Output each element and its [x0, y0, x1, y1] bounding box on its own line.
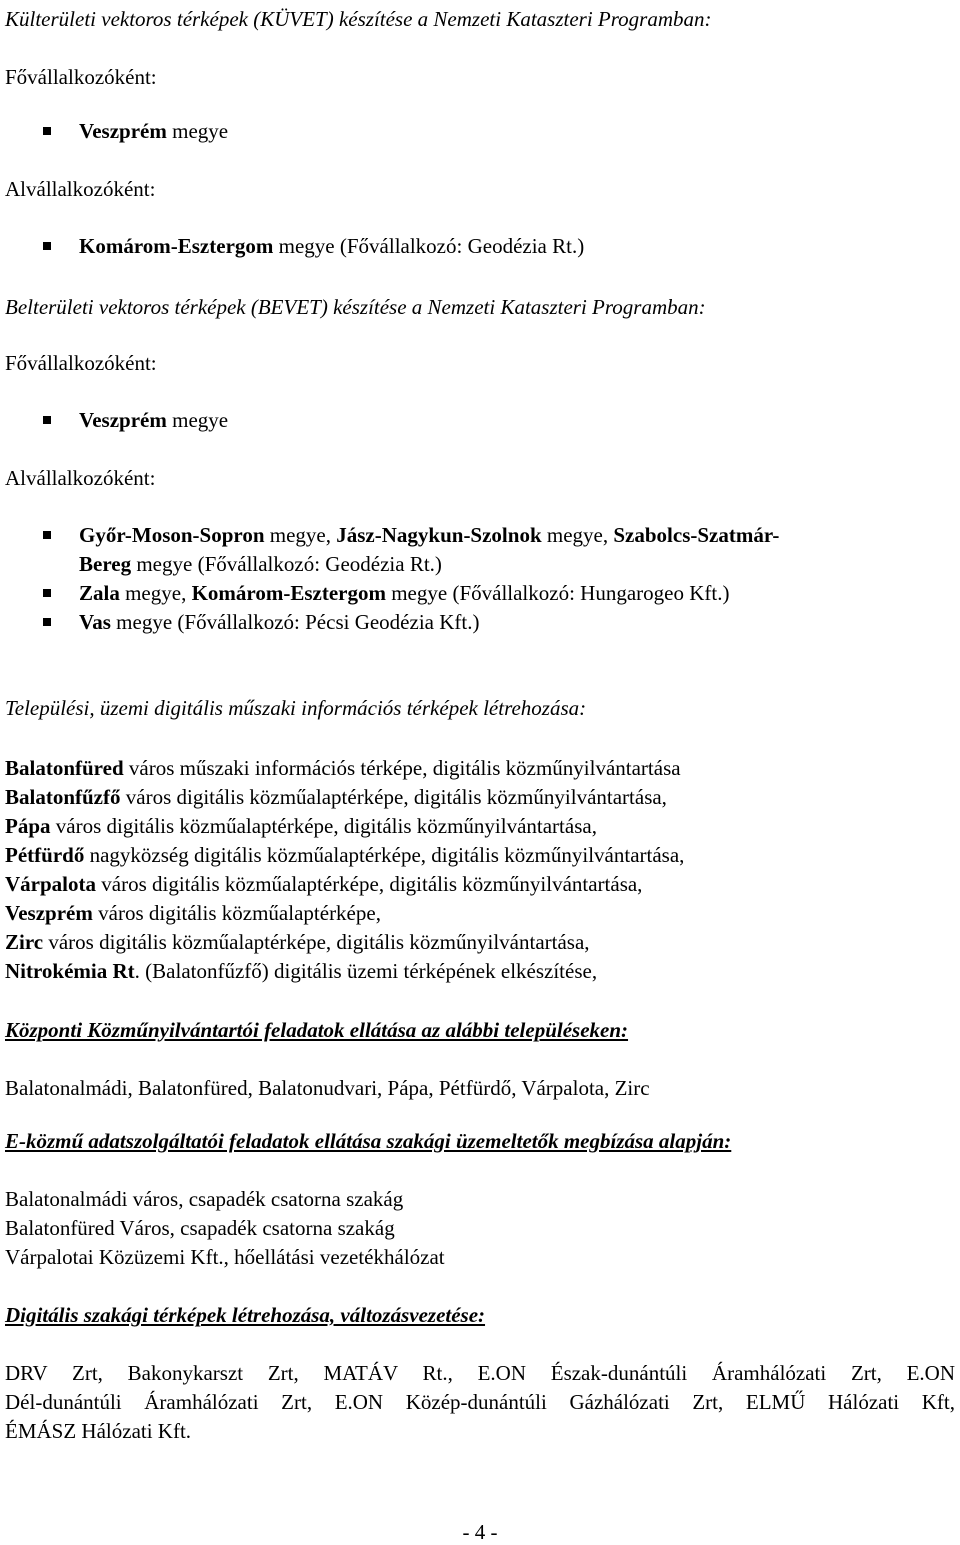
item-text: megye, — [119, 581, 192, 605]
county-name: Zala — [79, 581, 120, 605]
county-name: Komárom-Esztergom — [191, 581, 386, 605]
kozponti-text: Balatonalmádi, Balatonfüred, Balatonudvari, Pápa, Pétfürdő, Várpalota, Zirc — [5, 1076, 650, 1100]
digitalis-line: ÉMÁSZ Hálózati Kft. — [5, 1419, 192, 1443]
bullet-icon — [43, 618, 51, 626]
item-text: város digitális közműalaptérképe, digitális közműnyilvántartása, — [120, 785, 667, 809]
bullet-icon — [43, 416, 51, 424]
kuvet-fovallalkozo-item — [79, 118, 228, 144]
town-name: Zirc — [5, 930, 44, 954]
telepulesi-item — [5, 755, 681, 781]
digitalis-line: Dél-dunántúli Áramhálózati Zrt, E.ON Közép-dunántúli Gázhálózati Zrt, ELMŰ Hálózati Kft, — [5, 1390, 955, 1414]
town-name: Pétfürdő — [5, 843, 85, 867]
page-number: - 4 - — [462, 1520, 498, 1544]
town-name: Balatonfűzfő — [5, 785, 121, 809]
town-name: Veszprém — [5, 901, 93, 925]
item-text: város digitális közműalaptérképe, digitális közműnyilvántartása, — [43, 930, 590, 954]
county-name: Jász-Nagykun-Szolnok — [336, 523, 542, 547]
bevet-alvallalkozo-item-2 — [79, 580, 729, 606]
county-name: Veszprém — [79, 408, 167, 432]
digitalis-line: DRV Zrt, Bakonykarszt Zrt, MATÁV Rt., E.ON Észak-dunántúli Áramhálózati Zrt, E.ON — [5, 1361, 955, 1385]
item-text: megye, — [541, 523, 614, 547]
kuvet-heading: Külterületi vektoros térképek (KÜVET) készítése a Nemzeti Kataszteri Programban: — [5, 7, 712, 31]
town-name: Pápa — [5, 814, 51, 838]
item-text: megye (Fővállalkozó: Geodézia Rt.) — [131, 552, 442, 576]
item-text: megye, — [264, 523, 337, 547]
item-text: város digitális közműalaptérképe, — [92, 901, 381, 925]
bullet-icon — [43, 242, 51, 250]
item-text: megye (Fővállalkozó: Hungarogeo Kft.) — [385, 581, 730, 605]
bevet-alvallalkozo-item-1 — [79, 522, 779, 548]
item-text: megye (Fővállalkozó: Pécsi Geodézia Kft.) — [110, 610, 480, 634]
telepulesi-item — [5, 842, 684, 868]
item-text: város műszaki információs térképe, digitális közműnyilvántartása — [123, 756, 681, 780]
item-text: város digitális közműalaptérképe, digitális közműnyilvántartása, — [50, 814, 597, 838]
telepulesi-item — [5, 813, 597, 839]
county-name: Vas — [79, 610, 111, 634]
bevet-heading: Belterületi vektoros térképek (BEVET) készítése a Nemzeti Kataszteri Programban: — [5, 295, 706, 319]
county-name: Szabolcs-Szatmár- — [613, 523, 780, 547]
item-text: . (Balatonfűzfő) digitális üzemi térképének elkészítése, — [134, 959, 598, 983]
item-text: város digitális közműalaptérképe, digitális közműnyilvántartása, — [96, 872, 643, 896]
item-text: megye — [166, 119, 229, 143]
telepulesi-heading: Települési, üzemi digitális műszaki információs térképek létrehozása: — [5, 696, 587, 720]
bevet-alvallalkozo-label: Alvállalkozóként: — [5, 466, 156, 490]
telepulesi-item — [5, 958, 597, 984]
kuvet-alvallalkozo-item — [79, 233, 584, 259]
county-name: Bereg — [79, 552, 132, 576]
county-name: Veszprém — [79, 119, 167, 143]
bullet-icon — [43, 589, 51, 597]
town-name: Várpalota — [5, 872, 96, 896]
item-text: megye (Fővállalkozó: Geodézia Rt.) — [273, 234, 585, 258]
ekozmu-heading: E-közmű adatszolgáltatói feladatok ellátása szakági üzemeltetők megbízása alapján: — [5, 1129, 732, 1153]
kozponti-heading: Központi Közműnyilvántartói feladatok ellátása az alábbi településeken: — [5, 1018, 629, 1042]
item-text: nagyközség digitális közműalaptérképe, digitális közműnyilvántartása, — [84, 843, 685, 867]
ekozmu-item: Várpalotai Közüzemi Kft., hőellátási vezetékhálózat — [5, 1245, 445, 1269]
item-text: megye — [166, 408, 229, 432]
kuvet-alvallalkozo-label: Alvállalkozóként: — [5, 177, 156, 201]
bevet-alvallalkozo-item-3 — [79, 609, 479, 635]
telepulesi-item — [5, 784, 667, 810]
bevet-fovallalkozo-item — [79, 407, 228, 433]
town-name: Balatonfüred — [5, 756, 124, 780]
county-name: Győr-Moson-Sopron — [79, 523, 265, 547]
company-name: Nitrokémia Rt — [5, 959, 135, 983]
telepulesi-item — [5, 929, 590, 955]
county-name: Komárom-Esztergom — [79, 234, 274, 258]
telepulesi-item — [5, 900, 381, 926]
bullet-icon — [43, 531, 51, 539]
bevet-alvallalkozo-item-1-cont — [79, 551, 442, 577]
digitalis-heading: Digitális szakági térképek létrehozása, változásvezetése: — [5, 1303, 486, 1327]
ekozmu-item: Balatonfüred Város, csapadék csatorna szakág — [5, 1216, 395, 1240]
bullet-icon — [43, 127, 51, 135]
bevet-fovallalkozo-label: Fővállalkozóként: — [5, 351, 157, 375]
kuvet-fovallalkozo-label: Fővállalkozóként: — [5, 65, 157, 89]
telepulesi-item — [5, 871, 642, 897]
ekozmu-item: Balatonalmádi város, csapadék csatorna szakág — [5, 1187, 404, 1211]
